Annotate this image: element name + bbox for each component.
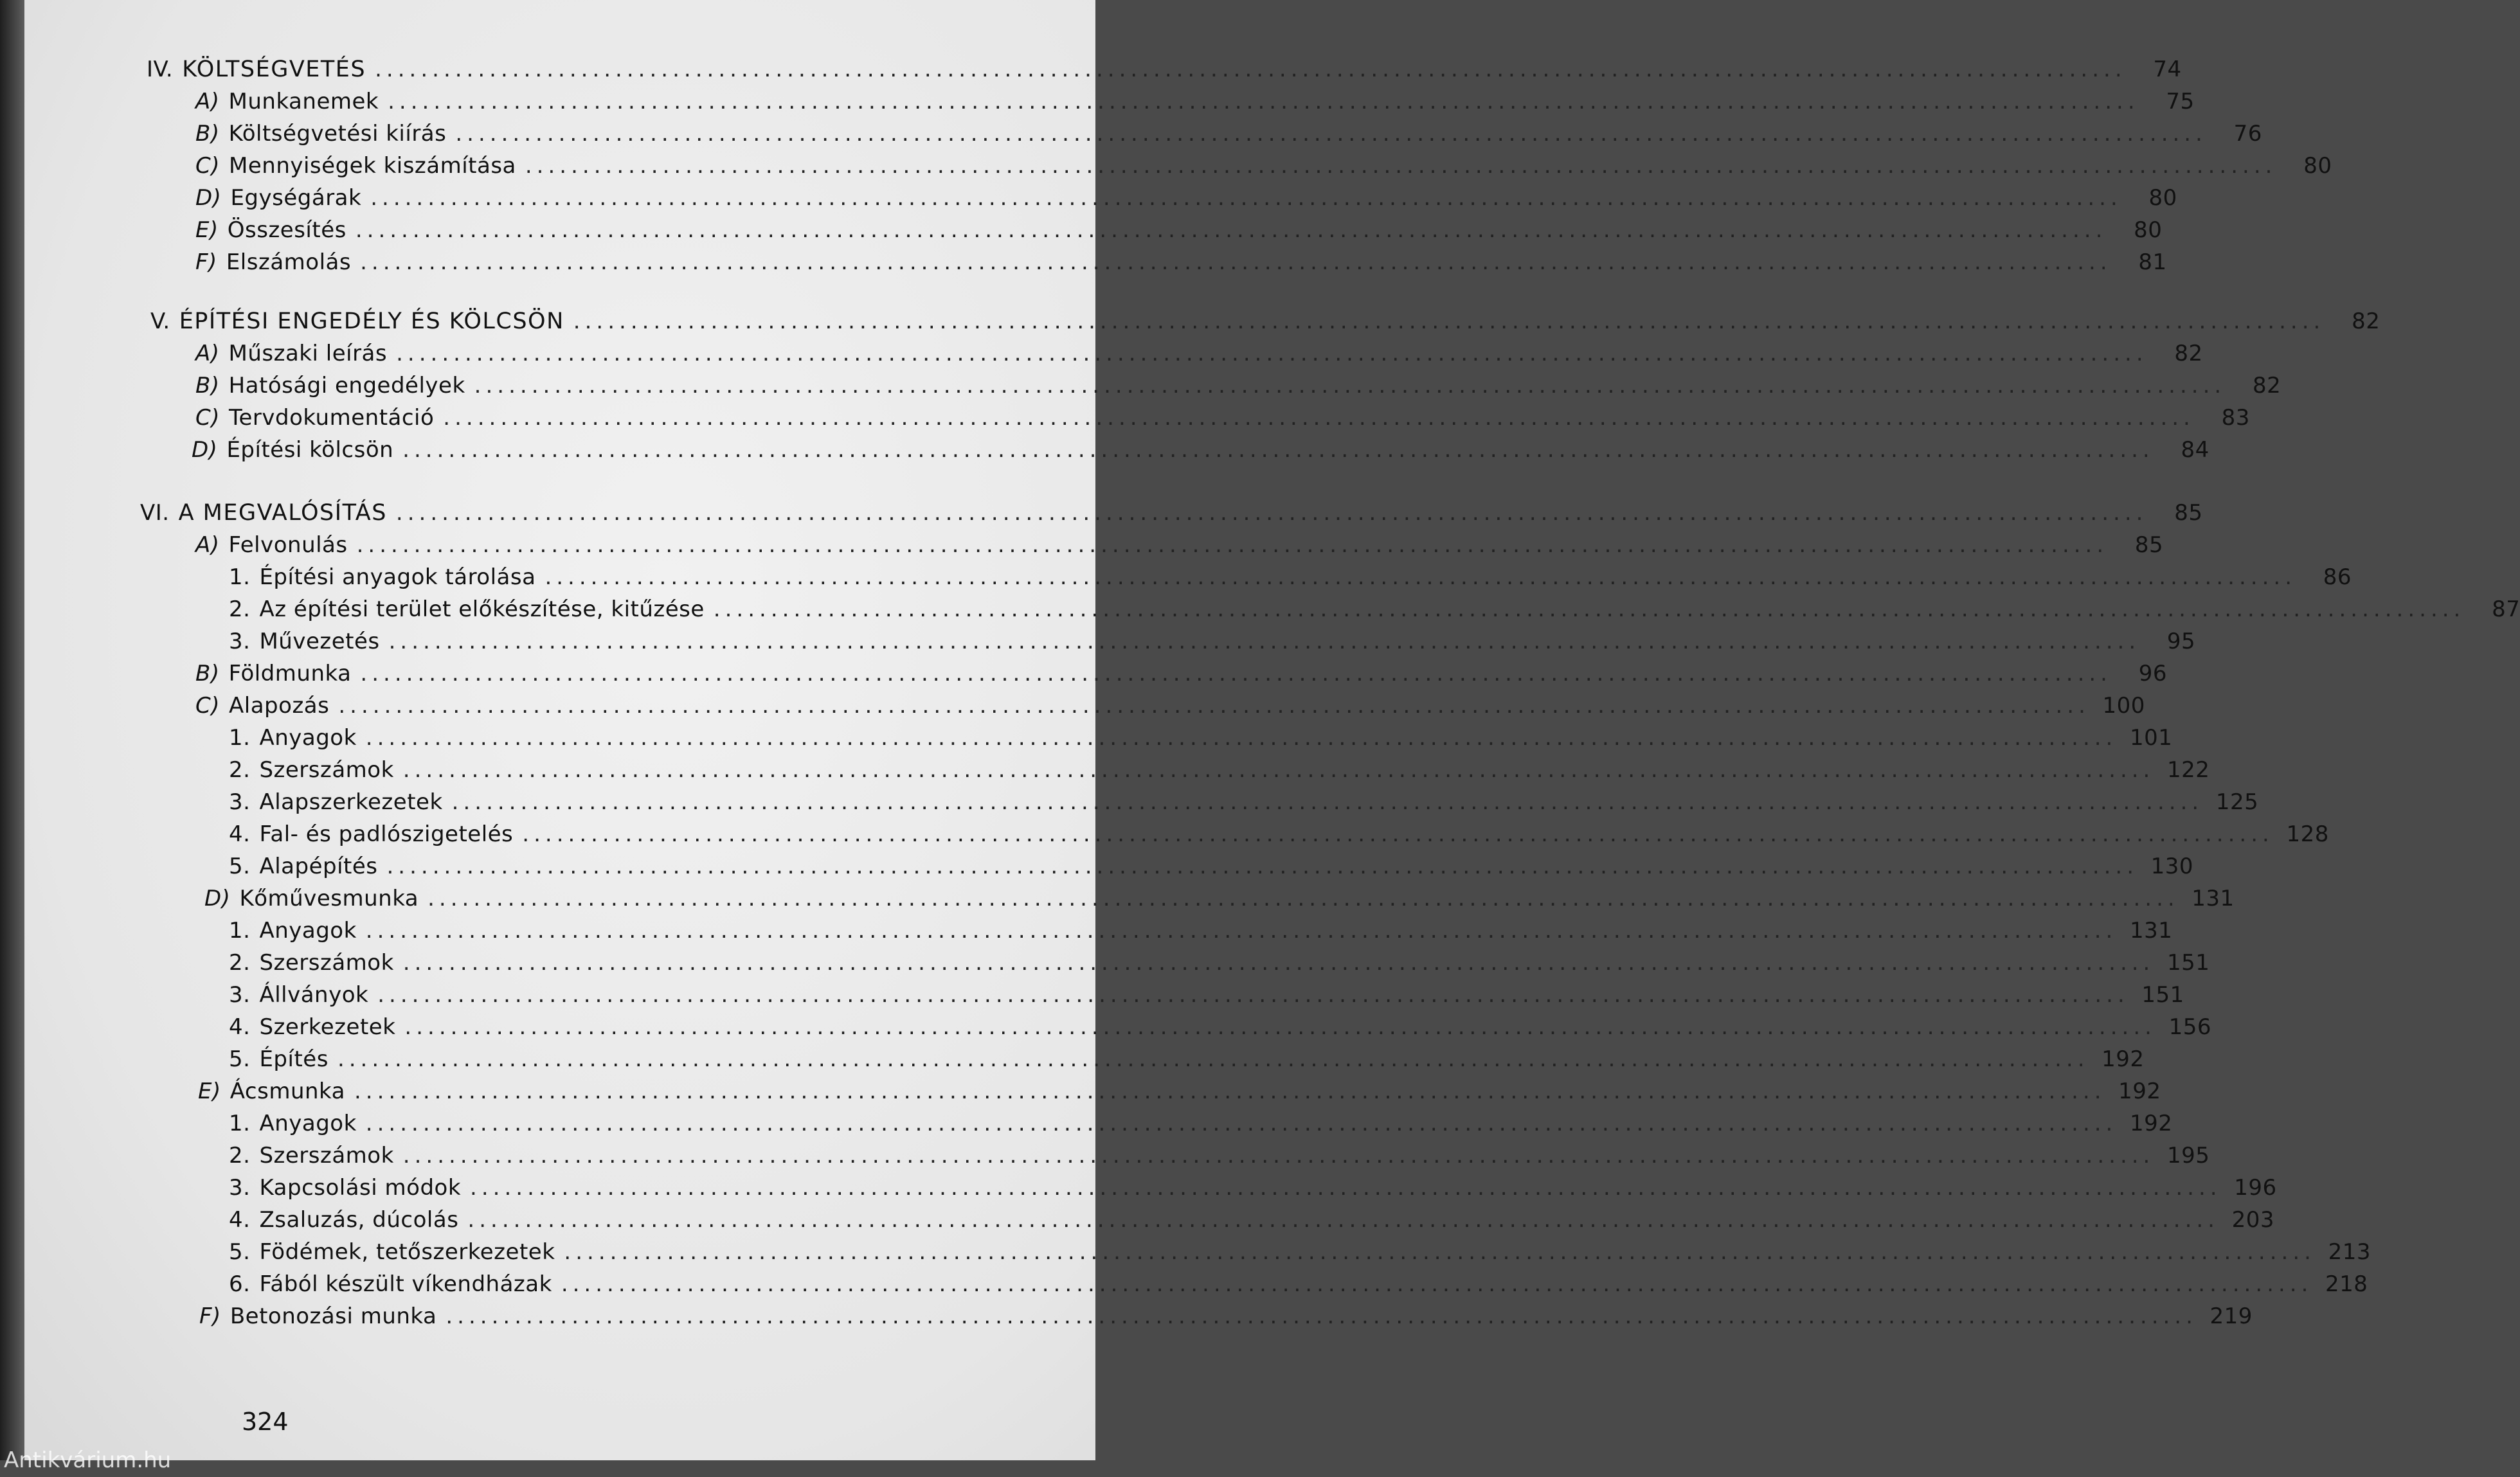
toc-subentry <box>229 629 2196 656</box>
dot-leader: ......................................................................................................................................................... <box>467 1207 2219 1233</box>
entry-letter: D) <box>192 437 218 463</box>
toc-subentry <box>229 1046 2145 1073</box>
toc-entry <box>195 89 2195 116</box>
dot-leader: ......................................................................................................................................................... <box>402 757 2155 783</box>
section-title: ÉPÍTÉSI ENGEDÉLY ÉS KÖLCSÖN <box>179 309 564 334</box>
page-ref: 130 <box>2150 854 2194 879</box>
entry-letter: F) <box>199 1303 221 1329</box>
entry-title: Zsaluzás, dúcolás <box>259 1207 459 1233</box>
page-ref: 203 <box>2231 1207 2274 1233</box>
page-ref: 80 <box>2148 185 2177 211</box>
page-ref: 100 <box>2102 693 2145 719</box>
toc-subentry <box>229 757 2210 784</box>
entry-title: Kapcsolási módok <box>259 1175 462 1201</box>
entry-number: 3. <box>229 629 251 654</box>
dot-leader: ......................................................................................................................................................... <box>396 341 2148 366</box>
toc-entry <box>195 373 2282 400</box>
dot-leader: ......................................................................................................................................................... <box>365 918 2118 944</box>
entry-letter: D) <box>195 185 222 211</box>
toc-subentry <box>229 1239 2371 1266</box>
entry-letter: A) <box>195 341 220 366</box>
page-ref: 82 <box>2252 373 2282 398</box>
page-ref: 218 <box>2325 1271 2368 1297</box>
page-ref: 95 <box>2166 629 2196 654</box>
dot-leader: ......................................................................................................................................................... <box>451 789 2204 815</box>
dot-leader: ......................................................................................................................................................... <box>365 1111 2118 1136</box>
dot-leader: ......................................................................................................................................................... <box>388 89 2139 114</box>
entry-title: Állványok <box>259 982 369 1008</box>
entry-number: 3. <box>229 982 251 1008</box>
entry-number: 1. <box>229 1111 251 1136</box>
dot-leader: ......................................................................................................................................................... <box>360 661 2112 686</box>
section-title: A MEGVALÓSÍTÁS <box>178 500 387 526</box>
entry-title: Alapépítés <box>259 854 378 879</box>
entry-title: Födémek, tetőszerkezetek <box>259 1239 555 1265</box>
toc-subentry <box>229 1271 2368 1298</box>
toc-entry <box>195 341 2203 368</box>
entry-title: Alapozás <box>229 693 330 719</box>
dot-leader: ......................................................................................................................................................... <box>446 1303 2197 1329</box>
toc-entry <box>199 1303 2253 1330</box>
dot-leader: ......................................................................................................................................................... <box>388 629 2141 654</box>
toc-subentry <box>229 1014 2211 1041</box>
book-page <box>24 0 2520 1460</box>
toc-section-heading <box>140 500 2203 527</box>
entry-title: Szerszámok <box>259 1143 394 1168</box>
entry-title: Egységárak <box>230 185 362 211</box>
entry-number: 5. <box>229 1239 251 1265</box>
page-ref: 80 <box>2134 217 2163 243</box>
entry-letter: A) <box>195 89 220 114</box>
toc-subentry <box>229 1143 2210 1170</box>
dot-leader: ......................................................................................................................................................... <box>386 854 2139 879</box>
entry-number: 5. <box>229 1046 251 1072</box>
entry-title: Összesítés <box>227 217 346 243</box>
page-ref: 87 <box>2492 596 2520 622</box>
page-ref: 85 <box>2174 500 2203 526</box>
toc-entry <box>198 1079 2161 1106</box>
dot-leader: ......................................................................................................................................................... <box>561 1271 2313 1297</box>
entry-number: 1. <box>229 918 251 944</box>
toc-entry <box>204 886 2235 913</box>
dot-leader: ......................................................................................................................................................... <box>474 373 2226 398</box>
entry-title: Anyagok <box>259 1111 357 1136</box>
entry-title: Felvonulás <box>228 532 348 558</box>
toc-entry <box>195 217 2163 244</box>
entry-title: Művezetés <box>259 629 380 654</box>
toc-subentry <box>229 821 2329 848</box>
entry-title: Építési anyagok tárolása <box>259 564 536 590</box>
toc-entry <box>195 121 2262 148</box>
page-ref: 86 <box>2323 564 2352 590</box>
dot-leader: ......................................................................................................................................................... <box>443 405 2195 431</box>
entry-title: Földmunka <box>228 661 352 686</box>
toc-section-heading <box>150 309 2380 336</box>
entry-letter: B) <box>195 373 220 398</box>
entry-number: 4. <box>229 821 251 847</box>
dot-leader: ......................................................................................................................................................... <box>402 1143 2155 1168</box>
dot-leader: ......................................................................................................................................................... <box>522 821 2274 847</box>
toc-subentry <box>229 1175 2277 1202</box>
dot-leader: ......................................................................................................................................................... <box>564 1239 2316 1265</box>
dot-leader: ......................................................................................................................................................... <box>360 249 2112 275</box>
dot-leader: ......................................................................................................................................................... <box>573 309 2325 334</box>
toc-subentry <box>229 950 2210 977</box>
entry-title: Műszaki leírás <box>228 341 388 366</box>
entry-title: Tervdokumentáció <box>229 405 435 431</box>
page-ref: 101 <box>2129 725 2173 751</box>
page-ref: 156 <box>2168 1014 2211 1040</box>
page-ref: 192 <box>2118 1079 2161 1104</box>
dot-leader: ......................................................................................................................................................... <box>365 725 2118 751</box>
section-numeral: IV. <box>147 57 174 82</box>
page-ref: 83 <box>2221 405 2250 431</box>
page-ref: 151 <box>2141 982 2184 1008</box>
toc-entry <box>195 405 2250 432</box>
dot-leader: ......................................................................................................................................................... <box>713 596 2465 622</box>
page-ref: 151 <box>2166 950 2210 976</box>
page-ref: 131 <box>2129 918 2173 944</box>
dot-leader: ......................................................................................................................................................... <box>377 982 2129 1008</box>
entry-letter: B) <box>195 661 220 686</box>
section-numeral: V. <box>150 309 170 334</box>
entry-title: Ácsmunka <box>230 1079 345 1104</box>
dot-leader: ......................................................................................................................................................... <box>338 693 2090 719</box>
entry-title: Hatósági engedélyek <box>228 373 465 398</box>
toc-subentry <box>229 982 2184 1009</box>
toc-subentry <box>229 564 2352 591</box>
page-ref: 213 <box>2328 1239 2371 1265</box>
entry-number: 1. <box>229 564 251 590</box>
dot-leader: ......................................................................................................................................................... <box>402 437 2154 463</box>
toc-entry <box>195 185 2177 212</box>
entry-number: 2. <box>229 757 251 783</box>
page-ref: 122 <box>2166 757 2210 783</box>
toc-entry <box>195 153 2332 180</box>
dot-leader: ......................................................................................................................................................... <box>355 217 2107 243</box>
page-ref: 219 <box>2210 1303 2253 1329</box>
entry-letter: C) <box>195 693 221 719</box>
book-spine-shadow <box>0 0 24 1460</box>
entry-number: 3. <box>229 789 251 815</box>
entry-number: 2. <box>229 1143 251 1168</box>
toc-section-heading <box>147 57 2182 84</box>
entry-number: 5. <box>229 854 251 879</box>
toc-subentry <box>229 854 2194 881</box>
entry-letter: B) <box>195 121 220 147</box>
page-ref: 131 <box>2192 886 2235 911</box>
page-ref: 81 <box>2138 249 2167 275</box>
dot-leader: ......................................................................................................................................................... <box>370 185 2122 211</box>
page-ref: 125 <box>2215 789 2259 815</box>
section-numeral: VI. <box>140 500 170 526</box>
dot-leader: ......................................................................................................................................................... <box>337 1046 2089 1072</box>
toc-subentry <box>229 725 2173 752</box>
page-ref: 80 <box>2303 153 2332 179</box>
entry-number: 2. <box>229 950 251 976</box>
watermark-text: Antikvárium.hu <box>4 1447 172 1473</box>
page-ref: 75 <box>2166 89 2195 114</box>
entry-title: Elszámolás <box>226 249 352 275</box>
dot-leader: ......................................................................................................................................................... <box>525 153 2277 179</box>
dot-leader: ......................................................................................................................................................... <box>375 57 2127 82</box>
page-ref: 196 <box>2234 1175 2277 1201</box>
page-ref: 76 <box>2233 121 2262 147</box>
dot-leader: ......................................................................................................................................................... <box>402 950 2155 976</box>
entry-letter: D) <box>204 886 231 911</box>
entry-title: Szerszámok <box>259 757 394 783</box>
toc-subentry <box>229 1111 2173 1138</box>
dot-leader: ......................................................................................................................................................... <box>455 121 2207 147</box>
toc-entry <box>192 437 2210 464</box>
toc-entry <box>195 532 2164 559</box>
page-ref: 195 <box>2166 1143 2210 1168</box>
entry-title: Szerkezetek <box>259 1014 396 1040</box>
dot-leader: ......................................................................................................................................................... <box>354 1079 2106 1104</box>
page-ref: 84 <box>2181 437 2210 463</box>
page-ref: 85 <box>2134 532 2164 558</box>
toc-subentry <box>229 596 2520 623</box>
entry-title: Építés <box>259 1046 328 1072</box>
entry-letter: A) <box>195 532 220 558</box>
entry-title: Kőművesmunka <box>239 886 419 911</box>
page-ref: 192 <box>2102 1046 2145 1072</box>
entry-number: 3. <box>229 1175 251 1201</box>
entry-letter: E) <box>198 1079 221 1104</box>
entry-title: Építési kölcsön <box>226 437 394 463</box>
entry-title: Fal- és padlószigetelés <box>259 821 514 847</box>
page-ref: 82 <box>2352 309 2380 334</box>
page-ref: 74 <box>2153 57 2182 82</box>
page-ref: 128 <box>2286 821 2329 847</box>
dot-leader: ......................................................................................................................................................... <box>395 500 2148 526</box>
dot-leader: ......................................................................................................................................................... <box>470 1175 2222 1201</box>
entry-number: 2. <box>229 596 251 622</box>
toc-subentry <box>229 789 2259 816</box>
page-ref: 96 <box>2138 661 2167 686</box>
entry-title: Anyagok <box>259 725 357 751</box>
entry-letter: E) <box>195 217 219 243</box>
toc-subentry <box>229 918 2173 945</box>
entry-title: Betonozási munka <box>230 1303 437 1329</box>
entry-title: Költségvetési kiírás <box>228 121 447 147</box>
entry-title: Fából készült víkendházak <box>259 1271 552 1297</box>
entry-number: 4. <box>229 1207 251 1233</box>
entry-letter: F) <box>195 249 217 275</box>
page-number: 324 <box>242 1408 289 1436</box>
toc-entry <box>195 693 2145 720</box>
toc-entry <box>195 661 2167 688</box>
toc-entry <box>195 249 2167 276</box>
entry-letter: C) <box>195 405 221 431</box>
entry-title: Anyagok <box>259 918 357 944</box>
page-ref: 82 <box>2174 341 2203 366</box>
page-ref: 192 <box>2129 1111 2173 1136</box>
dot-leader: ......................................................................................................................................................... <box>356 532 2109 558</box>
toc-subentry <box>229 1207 2274 1234</box>
dot-leader: ......................................................................................................................................................... <box>544 564 2297 590</box>
entry-title: Mennyiségek kiszámítása <box>229 153 516 179</box>
section-title: KÖLTSÉGVETÉS <box>182 57 366 82</box>
entry-title: Munkanemek <box>228 89 379 114</box>
entry-number: 4. <box>229 1014 251 1040</box>
entry-letter: C) <box>195 153 221 179</box>
dot-leader: ......................................................................................................................................................... <box>428 886 2179 911</box>
entry-title: Alapszerkezetek <box>259 789 443 815</box>
entry-title: Az építési terület előkészítése, kitűzése <box>259 596 705 622</box>
dot-leader: ......................................................................................................................................................... <box>404 1014 2156 1040</box>
entry-title: Szerszámok <box>259 950 394 976</box>
entry-number: 1. <box>229 725 251 751</box>
entry-number: 6. <box>229 1271 251 1297</box>
